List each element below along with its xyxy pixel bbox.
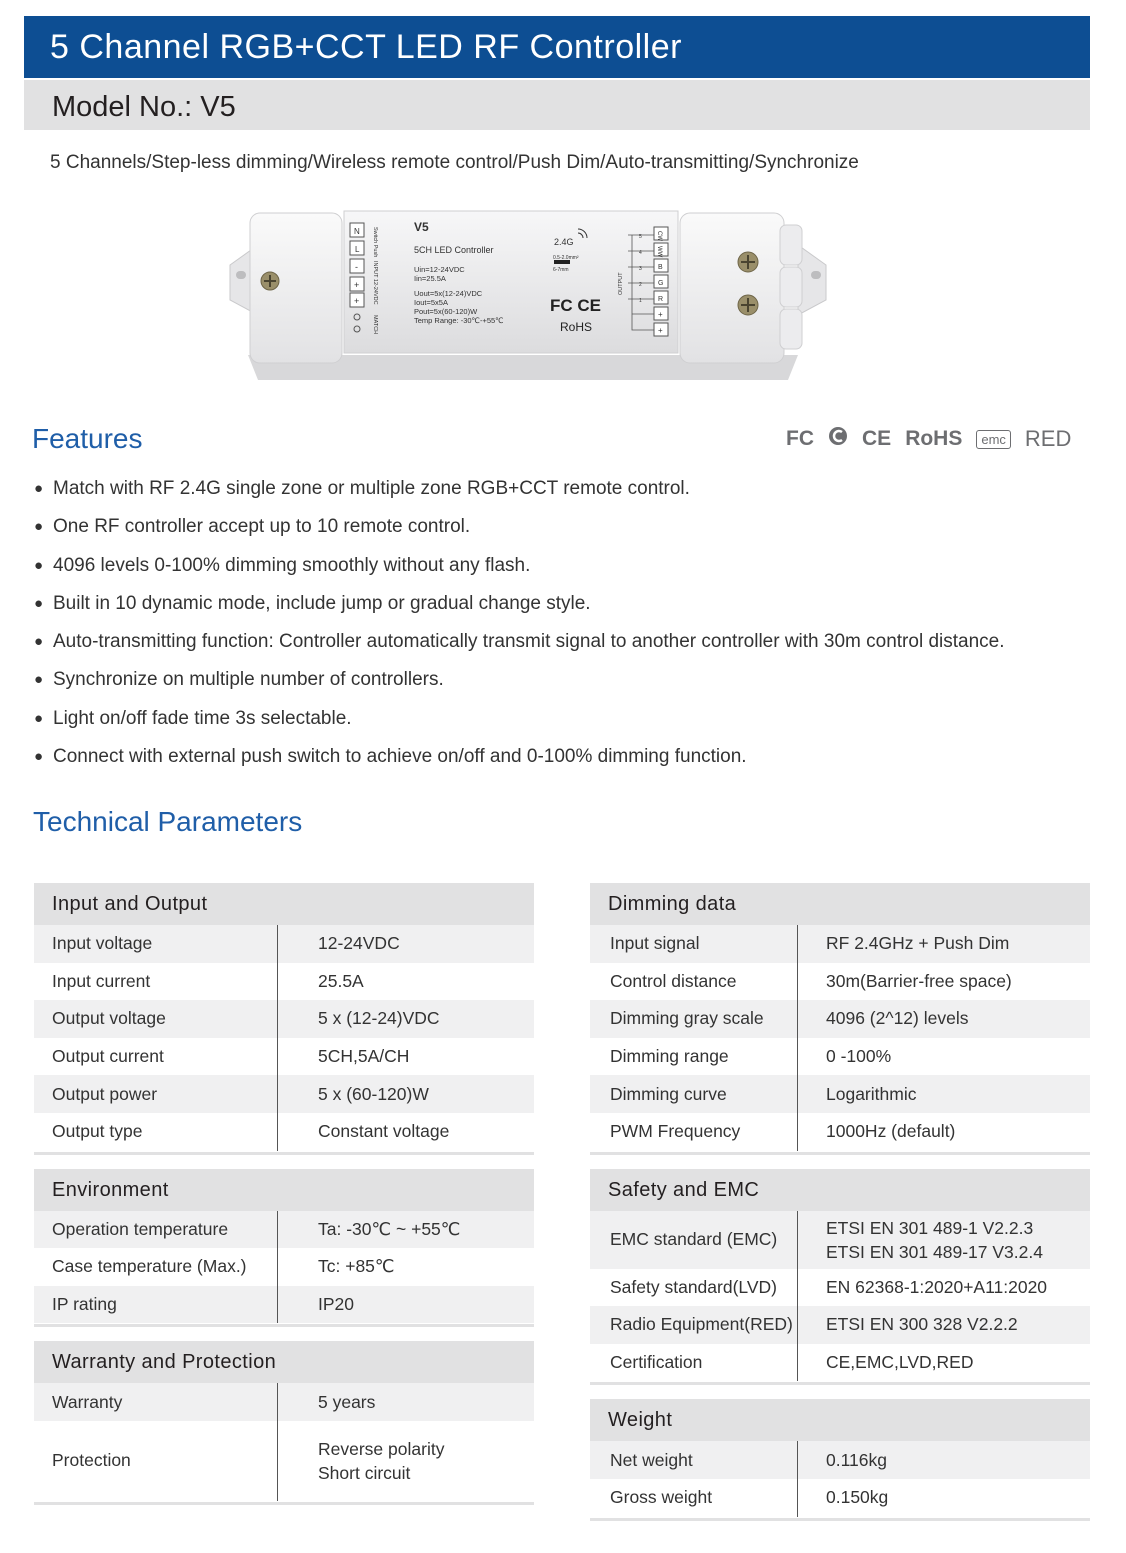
safety-table <box>590 1211 1090 1382</box>
c-tick-label: C <box>828 426 829 427</box>
table-row: Warranty 5 years <box>34 1383 534 1421</box>
device-uout: Uout=5x(12-24)VDC <box>414 289 483 298</box>
channel-number: 2 <box>639 282 642 288</box>
terminal-label: B <box>658 264 663 271</box>
section-header: Input and Output <box>34 883 534 925</box>
table-row: Safety standard(LVD) EN 62368-1:2020+A11:2020 <box>590 1269 1090 1307</box>
terminal-label: CW <box>656 231 662 241</box>
terminal-label: + <box>658 326 663 335</box>
dimming-table <box>590 925 1090 1151</box>
table-row: Gross weight 0.150kg <box>590 1479 1090 1517</box>
table-row: IP rating IP20 <box>34 1286 534 1324</box>
right-spec-column <box>590 883 1090 1521</box>
emc-icon: emc <box>976 430 1011 449</box>
rohs-icon: RoHS <box>905 427 963 450</box>
table-row: Net weight 0.116kg <box>590 1441 1090 1479</box>
list-item: ● Match with RF 2.4G single zone or multiple zone RGB+CCT remote control. <box>34 478 690 499</box>
table-row: Radio Equipment(RED) ETSI EN 300 328 V2.2.2 <box>590 1306 1090 1344</box>
left-spec-column <box>34 883 534 1505</box>
product-image <box>228 205 828 385</box>
terminal-label: + <box>354 296 360 306</box>
device-strip: 6-7mm <box>553 267 569 273</box>
terminal-label: G <box>658 280 664 287</box>
terminal-label: N <box>354 227 360 236</box>
terminal-label: L <box>355 245 360 254</box>
device-iout: Iout=5x5A <box>414 298 448 307</box>
output-label: OUTPUT <box>618 272 624 295</box>
list-item: ● Connect with external push switch to achieve on/off and 0-100% dimming function. <box>34 746 747 768</box>
channel-number: 4 <box>639 250 642 256</box>
device-freq: 2.4G <box>554 237 574 247</box>
table-row: Protection Reverse polarity Short circuit <box>34 1421 534 1501</box>
terminal-label: WW <box>656 246 662 258</box>
device-temp: Temp Range: -30℃-+55℃ <box>414 316 504 325</box>
device-iin: Iin=25.5A <box>414 274 446 283</box>
table-row: Operation temperature Ta: -30℃ ~ +55℃ <box>34 1211 534 1249</box>
table-row: Output current 5CH,5A/CH <box>34 1038 534 1076</box>
list-item: ● 4096 levels 0-100% dimming smoothly without any flash. <box>34 554 531 576</box>
ce-icon: CE <box>862 427 892 450</box>
table-row: Output type Constant voltage <box>34 1113 534 1151</box>
table-row: Dimming range 0 -100% <box>590 1038 1090 1076</box>
device-rohs: RoHS <box>560 320 593 334</box>
section-header: Dimming data <box>590 883 1090 925</box>
table-row: Output voltage 5 x (12-24)VDC <box>34 1000 534 1038</box>
terminal-label: - <box>355 262 358 272</box>
warranty-table <box>34 1383 534 1501</box>
device-wire: 0.5-2.0mm² <box>553 255 579 261</box>
channel-number: 3 <box>639 266 642 272</box>
section-header: Weight <box>590 1399 1090 1441</box>
tagline: 5 Channels/Step-less dimming/Wireless remote control/Push Dim/Auto-transmitting/Synchronize <box>50 152 859 173</box>
list-item: ● One RF controller accept up to 10 remote control. <box>34 516 471 538</box>
list-item: ● Light on/off fade time 3s selectable. <box>34 707 352 729</box>
table-row: Control distance 30m(Barrier-free space) <box>590 963 1090 1001</box>
list-item: ● Synchronize on multiple number of controllers. <box>34 669 444 691</box>
section-header: Warranty and Protection <box>34 1341 534 1383</box>
technical-parameters-title: Technical Parameters <box>33 806 303 837</box>
table-row: Dimming gray scale 4096 (2^12) levels <box>590 1000 1090 1038</box>
table-row: Output power 5 x (60-120)W <box>34 1075 534 1113</box>
table-row: PWM Frequency 1000Hz (default) <box>590 1113 1090 1151</box>
table-row: Input current 25.5A <box>34 963 534 1001</box>
table-row: Input signal RF 2.4GHz + Push Dim <box>590 925 1090 963</box>
table-row: EMC standard (EMC) ETSI EN 301 489-1 V2.2.3 ETSI EN 301 489-17 V3.2.4 <box>590 1211 1090 1269</box>
match-label: MATCH <box>372 315 378 335</box>
weight-table <box>590 1441 1090 1516</box>
channel-number: 1 <box>639 298 642 304</box>
table-row: Case temperature (Max.) Tc: +85℃ <box>34 1248 534 1286</box>
table-row: Input voltage 12-24VDC <box>34 925 534 963</box>
channel-number: 5 <box>639 234 642 240</box>
red-icon: RED <box>1024 426 1072 451</box>
features-title: Features <box>32 423 143 454</box>
list-item: ● Auto-transmitting function: Controller automatically transmit signal to another controller with 30m control distance. <box>34 631 1005 653</box>
input-label: INPUT 12-24VDC <box>372 261 378 305</box>
c-tick-icon <box>828 426 848 452</box>
fc-icon: FC <box>786 427 814 450</box>
section-header: Environment <box>34 1169 534 1211</box>
device-model-label: V5 <box>414 220 429 234</box>
terminal-label: + <box>354 280 360 290</box>
model-number: Model No.: V5 <box>24 80 1090 130</box>
terminal-label: + <box>658 310 663 319</box>
table-row: Dimming curve Logarithmic <box>590 1075 1090 1113</box>
device-name-label: 5CH LED Controller <box>414 245 494 255</box>
page-title: 5 Channel RGB+CCT LED RF Controller <box>24 16 1090 78</box>
cert-logos <box>786 424 1071 454</box>
feature-list <box>34 476 1005 782</box>
list-item: ● Built in 10 dynamic mode, include jump or gradual change style. <box>34 592 591 614</box>
switch-push-label: Switch Push <box>372 227 378 258</box>
device-uin: Uin=12-24VDC <box>414 265 465 274</box>
input-output-table <box>34 925 534 1151</box>
section-header: Safety and EMC <box>590 1169 1090 1211</box>
terminal-label: R <box>658 296 664 303</box>
table-row: Certification CE,EMC,LVD,RED <box>590 1344 1090 1382</box>
device-fcce: FC CE <box>550 296 601 315</box>
environment-table <box>34 1211 534 1324</box>
device-pout: Pout=5x(60-120)W <box>414 307 478 316</box>
